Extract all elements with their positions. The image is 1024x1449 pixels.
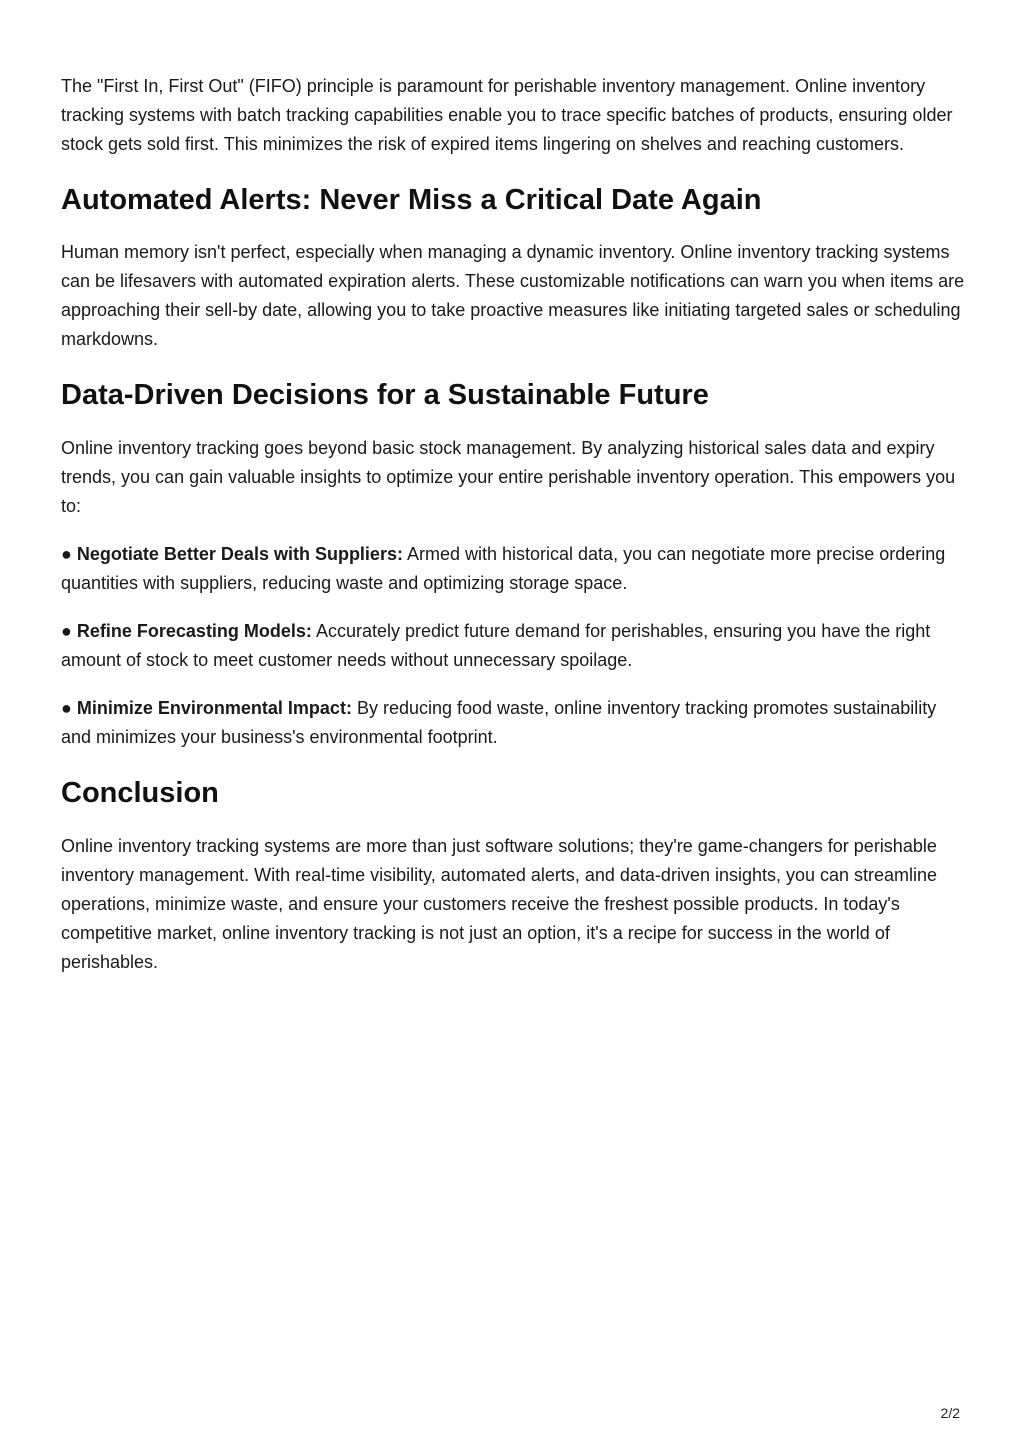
- bullet-marker: ●: [61, 698, 72, 718]
- bullet-text-forecasting: Accurately predict future demand for perishables, ensuring you have the right amount of stock to meet customer needs without unnecessary spoilage.: [61, 621, 931, 670]
- bullet-text-environmental: By reducing food waste, online inventory tracking promotes sustainability and minimizes your business's environmental footprint.: [61, 698, 937, 747]
- bullet-item-negotiate: [61, 540, 971, 598]
- intro-paragraph: The "First In, First Out" (FIFO) principle is paramount for perishable inventory management. Online inventory tracking systems with batch tracking capabilities enable you to trace specific batches of products, ensuring older stock gets sold first. This minimizes the risk of expired items lingering on shelves and reaching customers.: [61, 76, 953, 154]
- bullet-marker: ●: [61, 621, 72, 641]
- section-heading-data-driven: Data-Driven Decisions for a Sustainable Future: [61, 379, 709, 411]
- bullet-item-forecasting: [61, 617, 971, 675]
- bullet-lead-environmental: Minimize Environmental Impact:: [76, 698, 352, 718]
- bullet-lead-forecasting: Refine Forecasting Models:: [76, 621, 312, 641]
- bullet-lead-negotiate: Negotiate Better Deals with Suppliers:: [76, 544, 403, 564]
- bullet-marker: ●: [61, 544, 72, 564]
- document-page: [61, 72, 971, 977]
- bullet-text-negotiate: Armed with historical data, you can negotiate more precise ordering quantities with suppliers, reducing waste and optimizing storage space.: [61, 544, 946, 593]
- section-heading-conclusion: Conclusion: [61, 777, 219, 809]
- section-paragraph-conclusion: Online inventory tracking systems are more than just software solutions; they're game-changers for perishable inventory management. With real-time visibility, automated alerts, and data-driven insights, you can streamline operations, minimize waste, and ensure your customers receive the freshest possible products. In today's competitive market, online inventory tracking is not just an option, it's a recipe for success in the world of perishables.: [61, 836, 938, 972]
- section-paragraph-automated-alerts: Human memory isn't perfect, especially when managing a dynamic inventory. Online inventory tracking systems can be lifesavers with automated expiration alerts. These customizable notifications can warn you when items are approaching their sell-by date, allowing you to take proactive measures like initiating targeted sales or scheduling markdowns.: [61, 242, 965, 349]
- page-number: 2/2: [940, 1405, 960, 1421]
- bullet-item-environmental: [61, 694, 971, 752]
- section-heading-automated-alerts: Automated Alerts: Never Miss a Critical Date Again: [61, 184, 762, 216]
- section-paragraph-data-driven: Online inventory tracking goes beyond basic stock management. By analyzing historical sales data and expiry trends, you can gain valuable insights to optimize your entire perishable inventory operation. This empowers you to:: [61, 438, 956, 516]
